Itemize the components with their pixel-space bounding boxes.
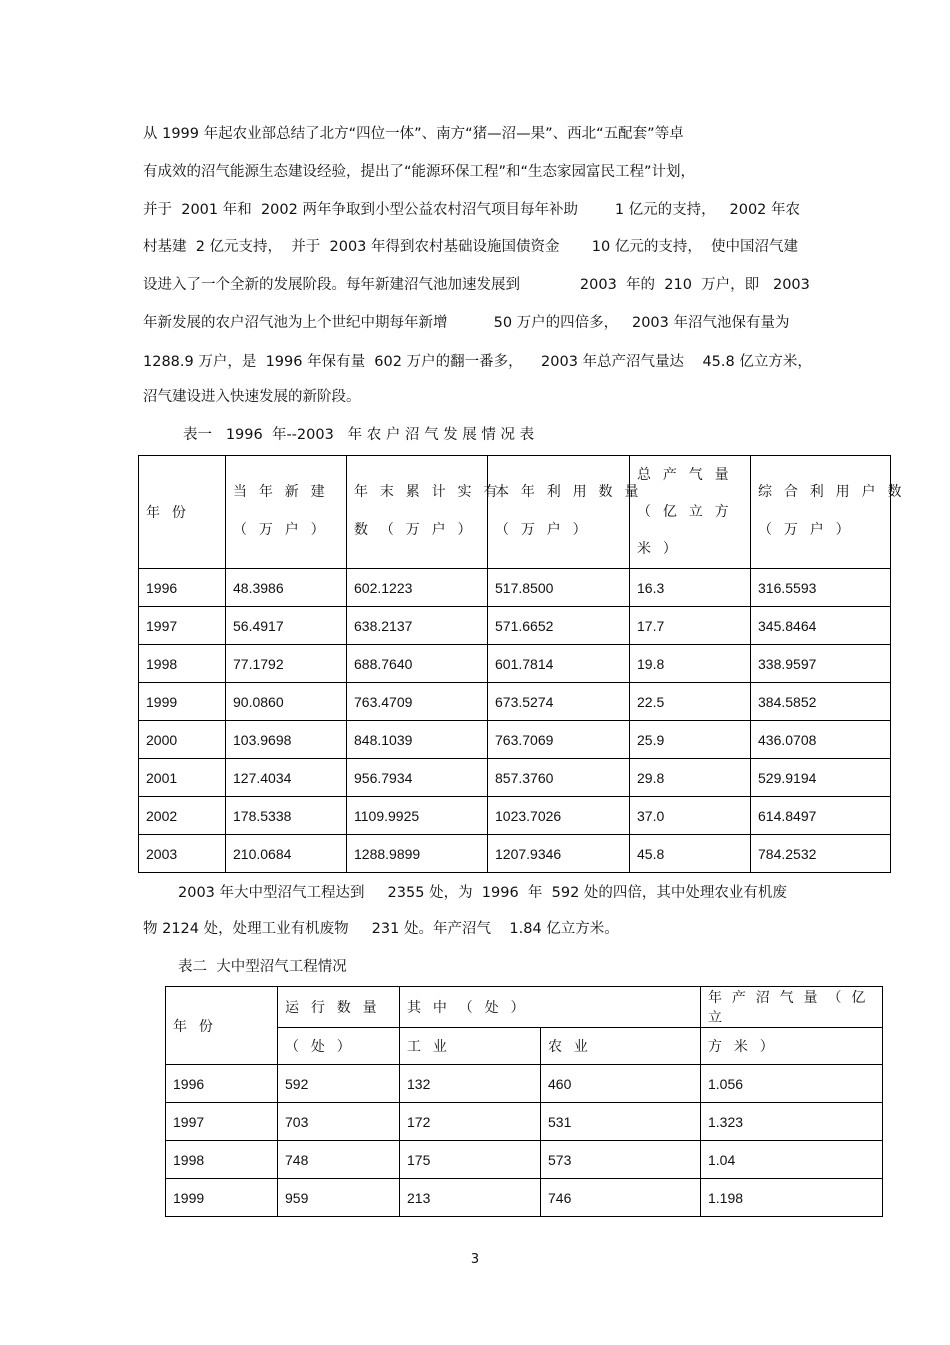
table1-header-in-use: 本 年 利 用 数 量 （ 万 户 ） (488, 456, 630, 569)
table1-cell-comprehensive-use: 338.9597 (751, 645, 891, 683)
table1-cell-new: 210.0684 (226, 835, 347, 873)
table2-cell-output: 1.323 (701, 1103, 883, 1141)
table1-cell-year: 2000 (139, 721, 226, 759)
table1-row (139, 797, 891, 835)
table2-row (166, 1065, 883, 1103)
table1-cell-new: 48.3986 (226, 569, 347, 607)
table2-cell-industry: 213 (400, 1179, 541, 1217)
table1-cell-new: 56.4917 (226, 607, 347, 645)
table2 (165, 986, 883, 1217)
table1-cell-comprehensive-use: 784.2532 (751, 835, 891, 873)
table2-row (166, 1103, 883, 1141)
table1-cell-in-use: 1023.7026 (488, 797, 630, 835)
table1-cell-gas-output: 29.8 (630, 759, 751, 797)
table1-cell-cumulative: 848.1039 (347, 721, 488, 759)
table1-cell-year: 2003 (139, 835, 226, 873)
table1-row (139, 759, 891, 797)
table1 (138, 455, 906, 873)
table2-cell-agriculture: 531 (541, 1103, 701, 1141)
table1-header-year: 年 份 (139, 456, 226, 569)
table1-cell-new: 77.1792 (226, 645, 347, 683)
table1-cell-new: 127.4034 (226, 759, 347, 797)
table1-header-row (139, 456, 891, 569)
table2-header-agriculture: 农 业 (541, 1028, 701, 1065)
table2-cell-year: 1997 (166, 1103, 278, 1141)
table2-row (166, 1141, 883, 1179)
table2-cell-industry: 132 (400, 1065, 541, 1103)
page-number: 3 (470, 1252, 480, 1267)
table2-cell-agriculture: 573 (541, 1141, 701, 1179)
table1-cell-year: 1998 (139, 645, 226, 683)
table1-row (139, 721, 891, 759)
table1-cell-in-use: 763.7069 (488, 721, 630, 759)
table1-row (139, 607, 891, 645)
table2-cell-year: 1999 (166, 1179, 278, 1217)
table1-cell-year: 1999 (139, 683, 226, 721)
paragraph1-line-4: 村基建 2 亿元支持， 并于 2003 年得到农村基础设施国债资金 10 亿元的支持， 使中国沼气建 (143, 239, 799, 255)
table2-cell-output: 1.056 (701, 1065, 883, 1103)
table2-header-output-line2: 方 米 ） (701, 1028, 883, 1065)
table1-cell-year: 1996 (139, 569, 226, 607)
table1-cell-comprehensive-use: 384.5852 (751, 683, 891, 721)
paragraph1-line-2: 有成效的沼气能源生态建设经验，提出了“能源环保工程”和“生态家园富民工程”计划， (143, 164, 696, 180)
table1-cell-cumulative: 688.7640 (347, 645, 488, 683)
table1-cell-gas-output: 37.0 (630, 797, 751, 835)
table1-cell-cumulative: 1109.9925 (347, 797, 488, 835)
table1-cell-comprehensive-use: 436.0708 (751, 721, 891, 759)
table1-cell-gas-output: 22.5 (630, 683, 751, 721)
table2-row (166, 1179, 883, 1217)
table1-row (139, 569, 891, 607)
table1-cell-in-use: 571.6652 (488, 607, 630, 645)
table1-header-gas-output: 总 产 气 量 （ 亿 立 方 米 ） (630, 456, 751, 569)
table1-header-new: 当 年 新 建 （ 万 户 ） (226, 456, 347, 569)
table1-cell-new: 103.9698 (226, 721, 347, 759)
table1-cell-comprehensive-use: 529.9194 (751, 759, 891, 797)
table1-cell-new: 90.0860 (226, 683, 347, 721)
table1-cell-new: 178.5338 (226, 797, 347, 835)
table1-row (139, 835, 891, 873)
table1-cell-gas-output: 16.3 (630, 569, 751, 607)
table1-cell-in-use: 517.8500 (488, 569, 630, 607)
table2-header-among: 其 中 （ 处 ） (400, 987, 701, 1028)
paragraph1-line-5: 设进入了一个全新的发展阶段。每年新建沼气池加速发展到 2003 年的 210 万户，即 2003 (143, 277, 810, 293)
table2-cell-agriculture: 460 (541, 1065, 701, 1103)
table1-header-cumulative: 年 末 累 计 实 有 数 （ 万 户 ） (347, 456, 488, 569)
table1-cell-year: 2001 (139, 759, 226, 797)
table2-cell-count: 959 (278, 1179, 400, 1217)
table1-row (139, 683, 891, 721)
table1-cell-comprehensive-use: 614.8497 (751, 797, 891, 835)
table1-header-comprehensive-use: 综 合 利 用 户 数 （ 万 户 ） (751, 456, 891, 569)
table1-cell-comprehensive-use: 316.5593 (751, 569, 891, 607)
table2-cell-year: 1996 (166, 1065, 278, 1103)
table1-caption: 表一 1996 年--2003 年 农 户 沼 气 发 展 情 况 表 (183, 427, 535, 443)
table1-cell-year: 2002 (139, 797, 226, 835)
table1-cell-cumulative: 602.1223 (347, 569, 488, 607)
table2-cell-output: 1.04 (701, 1141, 883, 1179)
paragraph1-line-8: 沼气建设进入快速发展的新阶段。 (143, 389, 361, 405)
paragraph1-line-1: 从 1999 年起农业部总结了北方“四位一体”、南方“猪—沼—果”、西北“五配套”等卓 (143, 126, 684, 142)
table1-cell-cumulative: 763.4709 (347, 683, 488, 721)
table1-cell-gas-output: 25.9 (630, 721, 751, 759)
table1-cell-gas-output: 19.8 (630, 645, 751, 683)
table2-cell-industry: 175 (400, 1141, 541, 1179)
table1-cell-in-use: 1207.9346 (488, 835, 630, 873)
table1-cell-in-use: 673.5274 (488, 683, 630, 721)
table1-row (139, 645, 891, 683)
paragraph2-line-1: 2003 年大中型沼气工程达到 2355 处，为 1996 年 592 处的四倍，其中处理农业有机废 (178, 885, 787, 901)
table1-cell-cumulative: 956.7934 (347, 759, 488, 797)
paragraph1-line-6: 年新发展的农户沼气池为上个世纪中期每年新增 50 万户的四倍多， 2003 年沼气池保有量为 (143, 315, 790, 331)
table1-cell-gas-output: 17.7 (630, 607, 751, 645)
table2-header-count-line1: 运 行 数 量 (278, 987, 400, 1028)
table1-cell-in-use: 601.7814 (488, 645, 630, 683)
table2-header-row-1 (166, 987, 883, 1028)
table1-cell-year: 1997 (139, 607, 226, 645)
table2-cell-count: 748 (278, 1141, 400, 1179)
paragraph1-line-7: 1288.9 万户，是 1996 年保有量 602 万户的翻一番多， 2003 年总产沼气量达 45.8 亿立方米， (143, 354, 812, 370)
table2-cell-count: 703 (278, 1103, 400, 1141)
table1-cell-in-use: 857.3760 (488, 759, 630, 797)
table2-cell-agriculture: 746 (541, 1179, 701, 1217)
table2-header-count-line2: （ 处 ） (278, 1028, 400, 1065)
table1-cell-comprehensive-use: 345.8464 (751, 607, 891, 645)
paragraph2-line-2: 物 2124 处，处理工业有机废物 231 处。年产沼气 1.84 亿立方米。 (143, 921, 619, 937)
table1-cell-gas-output: 45.8 (630, 835, 751, 873)
table2-cell-year: 1998 (166, 1141, 278, 1179)
paragraph1-line-3: 并于 2001 年和 2002 两年争取到小型公益农村沼气项目每年补助 1 亿元的支持， 2002 年农 (143, 202, 801, 218)
table2-header-output-line1: 年 产 沼 气 量 （ 亿 立 (701, 987, 883, 1028)
table2-cell-industry: 172 (400, 1103, 541, 1141)
table2-header-industry: 工 业 (400, 1028, 541, 1065)
table2-caption: 表二 大中型沼气工程情况 (178, 959, 347, 975)
table1-cell-cumulative: 1288.9899 (347, 835, 488, 873)
table1-cell-cumulative: 638.2137 (347, 607, 488, 645)
table2-cell-count: 592 (278, 1065, 400, 1103)
table2-header-year: 年 份 (166, 987, 278, 1065)
table2-cell-output: 1.198 (701, 1179, 883, 1217)
